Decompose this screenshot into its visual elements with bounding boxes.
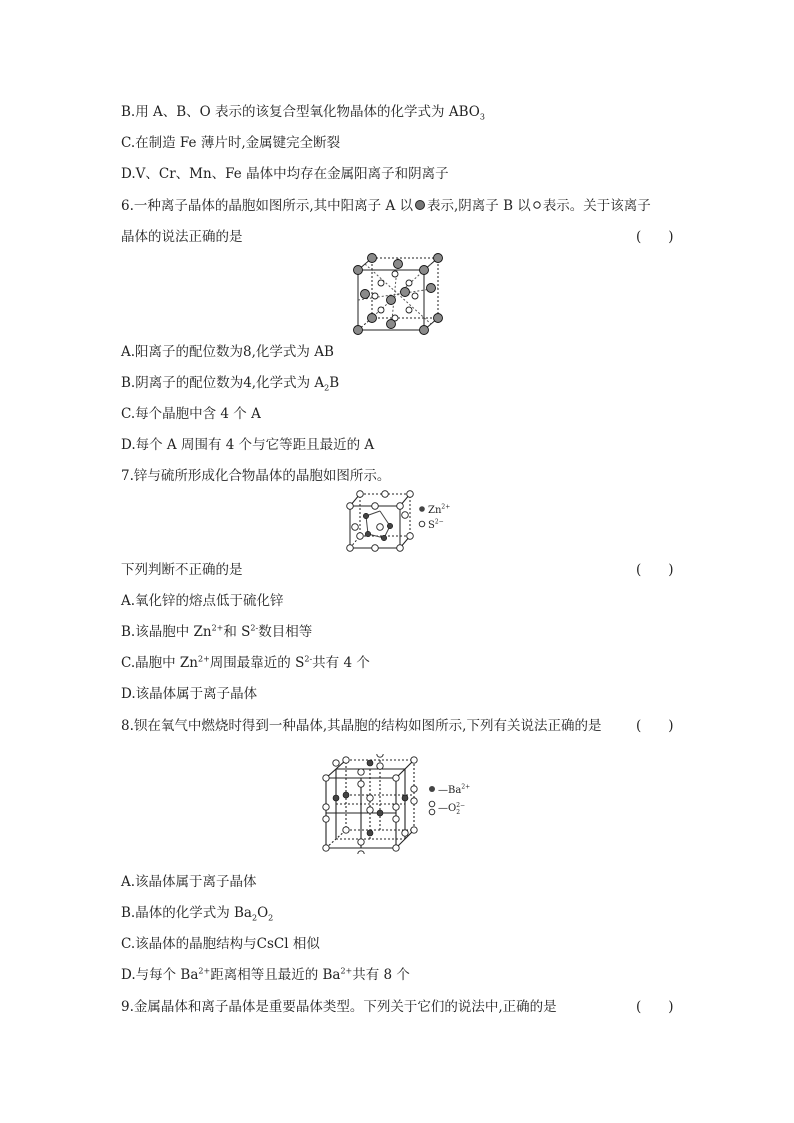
q8-option-c: C.该晶体的晶胞结构与CsCl 相似: [121, 936, 320, 952]
light-sphere-icon: [532, 200, 542, 210]
q8-option-b: B.晶体的化学式为 $Ba_2O_2$: [121, 905, 274, 923]
q7-legend-zn: $Zn^{2+}$: [418, 503, 450, 518]
q7-option-c: C.晶胞中 $Zn^{2+}$周围最靠近的 $S^{2-}$共有 4 个: [121, 654, 370, 671]
q7-answer-bracket: ( ): [636, 562, 674, 578]
q6-stem-line1: 6.一种离子晶体的晶胞如图所示,其中阳离子 A 以 表示,阴离子 B 以 表示。关于该离子: [121, 198, 651, 214]
dark-dot-icon: [428, 785, 436, 793]
q5-option-c: C.在制造 Fe 薄片时,金属键完全断裂: [121, 135, 341, 151]
q8-crystal-figure: [320, 754, 420, 854]
dark-dot-icon: [418, 505, 426, 513]
q5-option-d: D.V、Cr、Mn、Fe 晶体中均存在金属阳离子和阴离子: [121, 166, 449, 182]
dark-sphere-icon: [414, 199, 426, 211]
q9-stem: 9.金属晶体和离子晶体是重要晶体类型。下列关于它们的说法中,正确的是: [121, 999, 557, 1015]
q7-question: 下列判断不正确的是: [121, 562, 243, 578]
q8-legend: [428, 782, 470, 818]
q6-option-c: C.每个晶胞中含 4 个 A: [121, 406, 261, 422]
q8-option-d: D.与每个 $Ba^{2+}$距离相等且最近的 $Ba^{2+}$共有 8 个: [121, 966, 410, 983]
peroxide-pair-icon: [428, 800, 436, 816]
q6-option-a: A.阳离子的配位数为8,化学式为 AB: [121, 344, 334, 360]
q7-stem: 7.锌与硫所形成化合物晶体的晶胞如图所示。: [121, 468, 391, 484]
q8-answer-bracket: ( ): [636, 718, 674, 734]
q9-answer-bracket: ( ): [636, 999, 674, 1015]
q8-legend-ba: $—Ba^{2+}$: [428, 782, 470, 800]
q7-option-a: A.氧化锌的熔点低于硫化锌: [121, 593, 284, 609]
q7-legend: [418, 503, 450, 533]
q6-crystal-figure: [348, 252, 444, 338]
q8-stem: 8.钡在氧气中燃烧时得到一种晶体,其晶胞的结构如图所示,下列有关说法正确的是: [121, 718, 602, 734]
q6-answer-bracket: ( ): [636, 229, 674, 245]
q6-option-d: D.每个 A 周围有 4 个与它等距且最近的 A: [121, 437, 375, 453]
q5-option-b: B.用 A、B、O 表示的该复合型氧化物晶体的化学式为 $ABO_3$: [121, 104, 485, 122]
q6-option-b: B.阴离子的配位数为4,化学式为 $A_2B$: [121, 375, 340, 393]
q8-legend-o2: —O 2− 2: [428, 800, 470, 818]
q7-option-b: B.该晶胞中 $Zn^{2+}$和 $S^{2-}$数目相等: [121, 623, 313, 640]
q7-crystal-figure: [344, 490, 416, 552]
q6-stem-line2: 晶体的说法正确的是: [121, 229, 243, 245]
q8-option-a: A.该晶体属于离子晶体: [121, 874, 257, 890]
q7-legend-s: $S^{2-}$: [418, 518, 450, 533]
hollow-dot-icon: [418, 520, 426, 528]
q7-option-d: D.该晶体属于离子晶体: [121, 686, 258, 702]
